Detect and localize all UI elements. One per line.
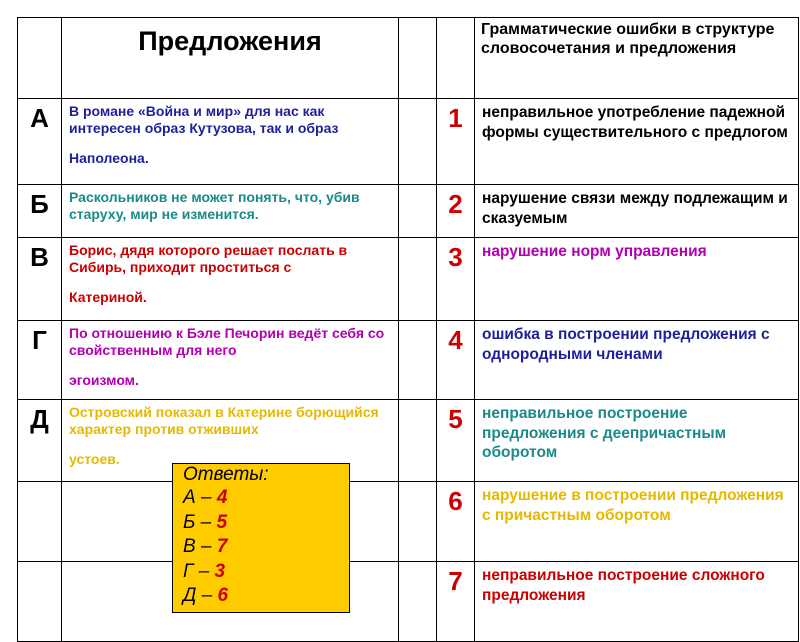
sentence-text: По отношению к Бэле Печорин ведёт себя со свойственным для него [69, 325, 385, 358]
sentence-text: Борис, дядя которого решает послать в Сибирь, приходит проститься с [69, 242, 348, 275]
answer-line [183, 584, 339, 609]
sentence-tail: Наполеона. [69, 150, 149, 166]
answers-list [183, 486, 339, 609]
sentence-cell [62, 185, 399, 238]
answers-box [172, 463, 350, 613]
answer-letter: В [183, 536, 196, 557]
answer-number: 3 [214, 560, 226, 582]
row-letter: А [18, 99, 62, 185]
error-number: 6 [437, 482, 475, 562]
exercise-table [17, 17, 799, 642]
error-number: 1 [437, 99, 475, 185]
sentence-text: В романе «Война и мир» для нас как интересен образ Кутузова, так и образ [69, 103, 339, 136]
error-number: 4 [437, 321, 475, 400]
sentence-cell [62, 99, 399, 185]
error-number: 2 [437, 185, 475, 238]
sentence-text: Раскольников не может понять, что, убив старуху, мир не изменится. [69, 189, 360, 222]
sentence-cell [62, 321, 399, 400]
answer-line [183, 535, 339, 560]
answer-dash: – [193, 560, 215, 582]
error-number: 5 [437, 400, 475, 482]
error-description: нарушение связи между подлежащим и сказуемым [475, 185, 799, 238]
error-number: 7 [437, 562, 475, 642]
answers-title: Ответы: [183, 464, 269, 485]
spacer-cell [399, 482, 437, 562]
sentence-tail: устоев. [69, 451, 120, 467]
header-row [18, 18, 799, 99]
table-row [18, 562, 799, 642]
answer-number: 6 [217, 585, 229, 606]
answer-number: 5 [216, 511, 228, 533]
table-row [18, 321, 799, 400]
answer-letter: Д [183, 585, 197, 606]
spacer-cell [399, 99, 437, 185]
answer-number: 7 [216, 536, 228, 557]
answer-letter: Б [183, 511, 196, 533]
row-letter: В [18, 238, 62, 321]
row-letter: Г [18, 321, 62, 400]
answer-dash: – [195, 536, 217, 557]
spacer-cell [399, 185, 437, 238]
errors-header: Грамматические ошибки в структуре словосочетания и предложения [475, 18, 799, 99]
row-letter [18, 482, 62, 562]
answer-letter: Г [183, 560, 194, 582]
table-row [18, 238, 799, 321]
error-description: ошибка в построении предложения с однородными членами [475, 321, 799, 400]
answer-line [183, 560, 339, 585]
answer-dash: – [196, 585, 218, 606]
answer-dash: – [195, 511, 217, 533]
spacer-cell [399, 238, 437, 321]
answer-line [183, 486, 339, 511]
table-row [18, 400, 799, 482]
answer-letter: А [183, 487, 196, 508]
sentences-header: Предложения [62, 18, 399, 99]
row-letter: Б [18, 185, 62, 238]
table-row [18, 99, 799, 185]
sentence-tail: Катериной. [69, 289, 147, 305]
table-row [18, 482, 799, 562]
sentence-cell [62, 238, 399, 321]
error-description: неправильное употребление падежной формы существительного с предлогом [475, 99, 799, 185]
spacer-cell [399, 321, 437, 400]
answer-line [183, 511, 339, 536]
header-spacer-cell [399, 18, 437, 99]
sentence-text: Островский показал в Катерине борющийся характер против отживших [69, 404, 379, 437]
error-description: нарушение в построении предложения с причастным оборотом [475, 482, 799, 562]
error-description: неправильное построение предложения с деепричастным оборотом [475, 400, 799, 482]
error-description: неправильное построение сложного предложения [475, 562, 799, 642]
spacer-cell [399, 562, 437, 642]
row-letter [18, 562, 62, 642]
header-number-cell [437, 18, 475, 99]
answer-dash: – [195, 487, 217, 508]
table-row [18, 185, 799, 238]
error-description: нарушение норм управления [475, 238, 799, 321]
row-letter: Д [18, 400, 62, 482]
error-number: 3 [437, 238, 475, 321]
spacer-cell [399, 400, 437, 482]
header-letter-cell [18, 18, 62, 99]
answer-number: 4 [216, 487, 228, 508]
sentence-tail: эгоизмом. [69, 372, 139, 388]
